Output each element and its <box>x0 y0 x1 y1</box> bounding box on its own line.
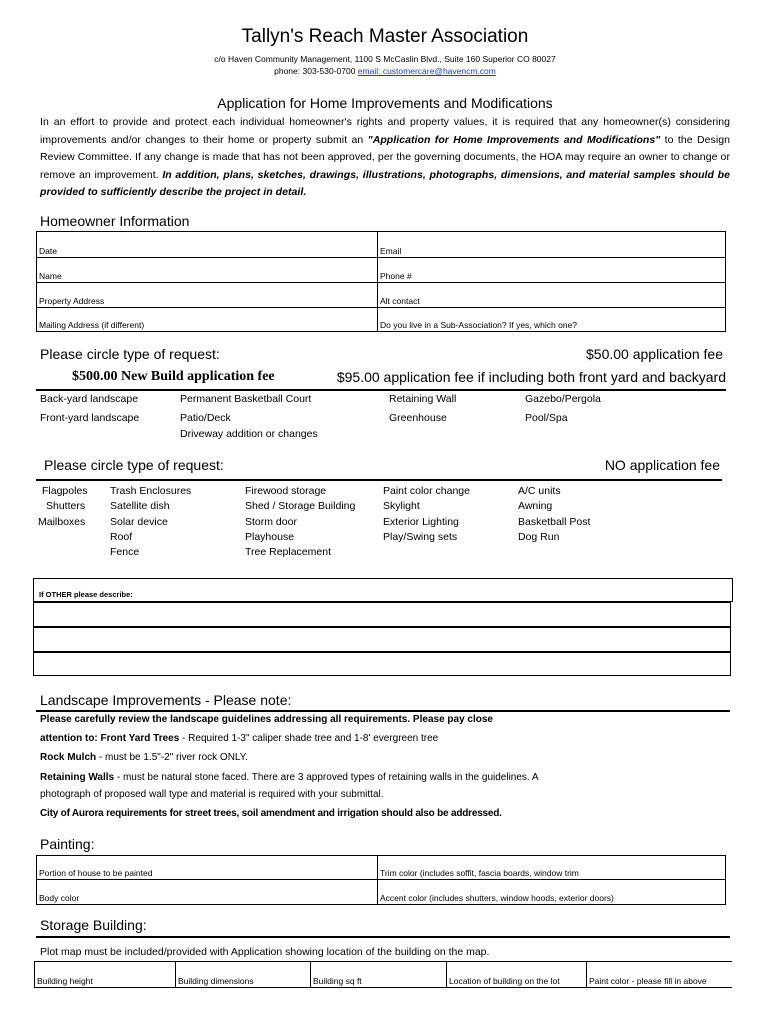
org-email-link[interactable]: email: customercare@havencm.com <box>357 66 496 76</box>
opt-basketball-court[interactable]: Permanent Basketball Court <box>180 393 312 405</box>
opt-mailboxes[interactable]: Mailboxes <box>38 516 86 528</box>
property-address-field[interactable]: Property Address <box>37 283 378 308</box>
fee-50: $50.00 application fee <box>586 346 723 362</box>
building-sqft-field[interactable]: Building sq ft <box>311 962 447 988</box>
opt-trash-enclosures[interactable]: Trash Enclosures <box>110 485 192 497</box>
opt-retaining-wall[interactable]: Retaining Wall <box>389 393 457 405</box>
portion-painted-field[interactable]: Portion of house to be painted <box>37 856 378 880</box>
opt-dog-run[interactable]: Dog Run <box>518 531 560 543</box>
opt-ac-units[interactable]: A/C units <box>518 485 561 497</box>
email-field[interactable]: Email <box>378 232 726 258</box>
opt-awning[interactable]: Awning <box>518 500 553 512</box>
opt-play-swing-sets[interactable]: Play/Swing sets <box>383 531 458 543</box>
accent-color-field[interactable]: Accent color (includes shutters, window hoods, exterior doors) <box>378 880 726 905</box>
homeowner-heading: Homeowner Information <box>40 213 190 229</box>
building-location-field[interactable]: Location of building on the lot <box>447 962 587 988</box>
mailing-address-field[interactable]: Mailing Address (if different) <box>37 308 378 332</box>
other-label: If OTHER please describe: <box>39 590 133 599</box>
opt-frontyard-landscape[interactable]: Front-yard landscape <box>40 412 140 424</box>
landscape-note-2: attention to: Front Yard Trees - Required 1-3" caliper shade tree and 1-8' evergreen tree <box>40 733 439 744</box>
storage-table <box>34 961 732 988</box>
intro-text-1: In an effort to provide and protect each individual homeowner's rights and property values, it is required that any homeowner(s) considering improvements and/or changes to their home or property submit an <box>40 116 730 146</box>
fee-none: NO application fee <box>604 457 720 473</box>
opt-skylight[interactable]: Skylight <box>383 500 420 512</box>
opt-storm-door[interactable]: Storm door <box>245 516 297 528</box>
application-title: Application for Home Improvements and Modifications <box>217 95 553 111</box>
landscape-note-5: photograph of proposed wall type and material is required with your submittal. <box>40 789 384 800</box>
phone-field[interactable]: Phone # <box>378 258 726 283</box>
intro-bold-2: In addition, plans, sketches, drawings, illustrations, photographs, dimensions, and material samples should be provided to sufficiently describe the project in detail. <box>40 168 730 198</box>
opt-basketball-post[interactable]: Basketball Post <box>518 516 591 528</box>
request-heading-2: Please circle type of request: <box>44 457 224 473</box>
opt-tree-replacement[interactable]: Tree Replacement <box>245 546 331 558</box>
opt-driveway[interactable]: Driveway addition or changes <box>180 428 318 440</box>
opt-roof[interactable]: Roof <box>110 531 133 543</box>
painting-table <box>36 855 726 905</box>
name-field[interactable]: Name <box>37 258 378 283</box>
opt-fence[interactable]: Fence <box>110 546 140 558</box>
other-description-line-1[interactable] <box>33 578 733 602</box>
sub-association-field[interactable]: Do you live in a Sub-Association? If yes, which one? <box>378 308 726 332</box>
opt-shutters[interactable]: Shutters <box>46 500 86 512</box>
building-paint-field[interactable]: Paint color - please fill in above <box>587 962 733 988</box>
trim-color-field[interactable]: Trim color (includes soffit, fascia boards, window trim <box>378 856 726 880</box>
fee-500-new-build: $500.00 New Build application fee <box>72 369 275 384</box>
request-heading-1: Please circle type of request: <box>40 346 220 362</box>
opt-paint-color-change[interactable]: Paint color change <box>383 485 470 497</box>
other-description-line-2[interactable] <box>33 602 731 627</box>
opt-satellite-dish[interactable]: Satellite dish <box>110 500 170 512</box>
other-description-line-3[interactable] <box>33 627 731 652</box>
landscape-note-4: Retaining Walls - must be natural stone faced. There are 3 approved types of retaining walls in the guidelines. A <box>40 772 539 783</box>
body-color-field[interactable]: Body color <box>37 880 378 905</box>
divider-2 <box>36 479 722 481</box>
intro-paragraph <box>40 114 730 202</box>
divider-4 <box>36 936 730 938</box>
divider-1 <box>36 389 726 391</box>
intro-bold-1: "Application for Home Improvements and Modifications" <box>367 133 661 146</box>
org-address: c/o Haven Community Management, 1100 S McCaslin Blvd., Suite 160 Superior CO 80027 <box>214 54 556 64</box>
opt-shed[interactable]: Shed / Storage Building <box>245 500 356 512</box>
opt-patio-deck[interactable]: Patio/Deck <box>180 412 231 424</box>
opt-firewood-storage[interactable]: Firewood storage <box>245 485 327 497</box>
opt-gazebo-pergola[interactable]: Gazebo/Pergola <box>525 393 601 405</box>
storage-heading: Storage Building: <box>40 917 147 933</box>
landscape-note-3: Rock Mulch - must be 1.5"-2" river rock ONLY. <box>40 752 248 763</box>
painting-heading: Painting: <box>40 836 95 852</box>
opt-playhouse[interactable]: Playhouse <box>245 531 295 543</box>
opt-pool-spa[interactable]: Pool/Spa <box>525 412 568 424</box>
landscape-heading: Landscape Improvements - Please note: <box>40 692 292 708</box>
fee-95: $95.00 application fee if including both front yard and backyard <box>336 369 726 385</box>
other-description-line-4[interactable] <box>33 652 731 676</box>
opt-exterior-lighting[interactable]: Exterior Lighting <box>383 516 459 528</box>
org-address-block <box>0 53 770 77</box>
opt-backyard-landscape[interactable]: Back-yard landscape <box>40 393 139 405</box>
opt-solar-device[interactable]: Solar device <box>110 516 168 528</box>
building-dimensions-field[interactable]: Building dimensions <box>176 962 311 988</box>
homeowner-table <box>36 231 726 332</box>
org-phone: phone: 303-530-0700 <box>274 66 356 76</box>
landscape-note-6: City of Aurora requirements for street trees, soil amendment and irrigation should also be addressed. <box>40 808 502 819</box>
org-title: Tallyn's Reach Master Association <box>241 26 529 47</box>
building-height-field[interactable]: Building height <box>35 962 176 988</box>
intro-text-2: to the Design Review Committee. If any change is made that has not been approved, per the governing documents, the HOA may require an owner to change or remove an improvement. <box>40 133 730 181</box>
org-contact <box>0 65 770 77</box>
alt-contact-field[interactable]: Alt contact <box>378 283 726 308</box>
storage-note: Plot map must be included/provided with Application showing location of the building on the map. <box>40 946 490 958</box>
divider-3 <box>36 710 730 712</box>
opt-flagpoles[interactable]: Flagpoles <box>42 485 88 497</box>
landscape-note-1: Please carefully review the landscape guidelines addressing all requirements. Please pay close <box>40 714 493 725</box>
opt-greenhouse[interactable]: Greenhouse <box>389 412 447 424</box>
date-field[interactable]: Date <box>37 232 378 258</box>
